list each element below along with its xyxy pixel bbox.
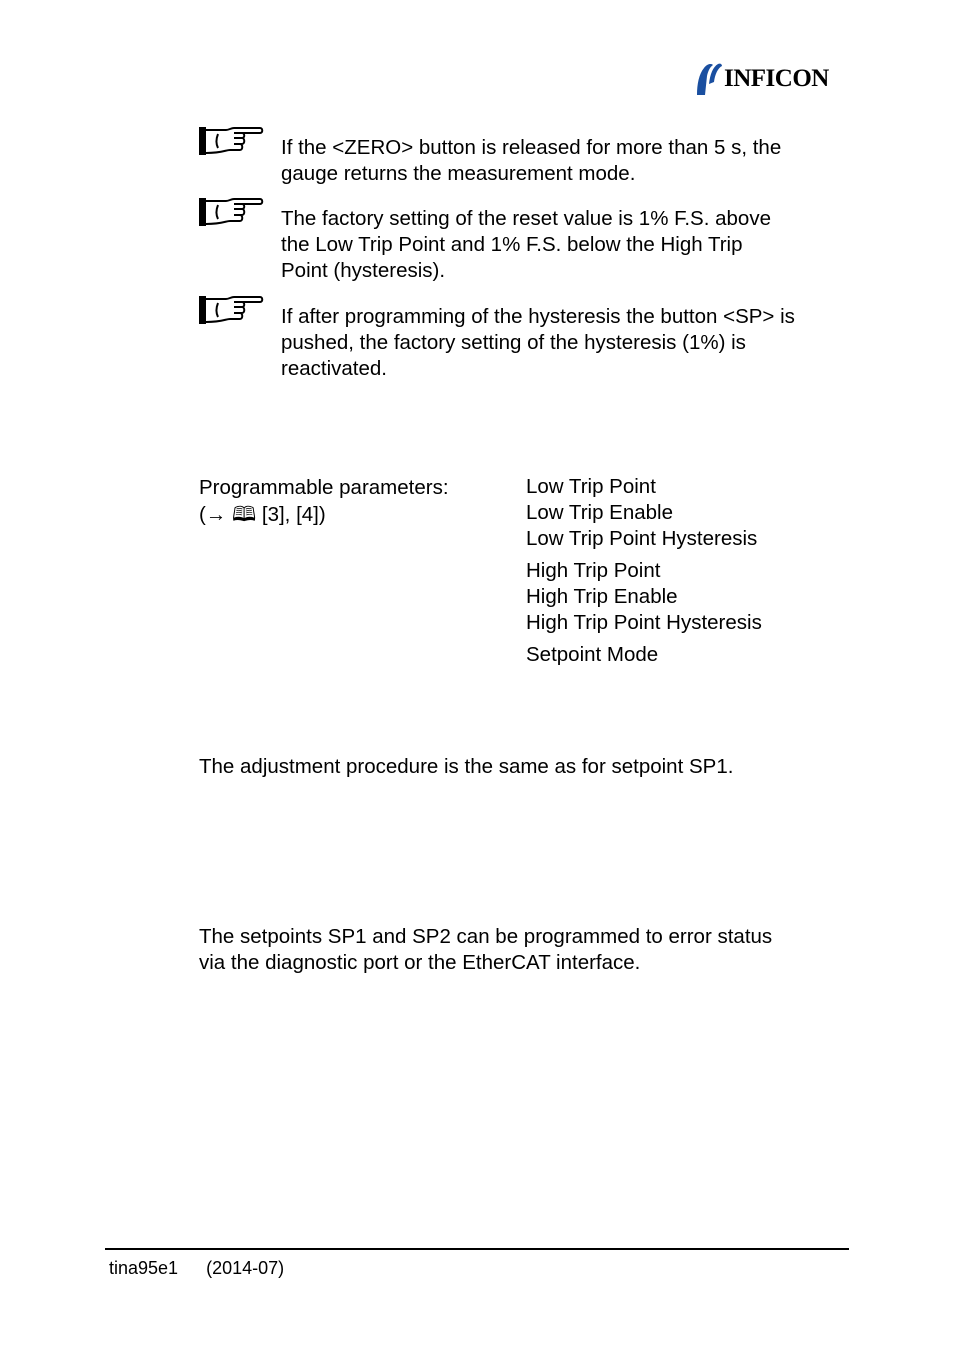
note-zero-button bbox=[281, 135, 851, 187]
note-reset-value bbox=[281, 206, 851, 284]
note-line: the Low Trip Point and 1% F.S. below the High Trip bbox=[281, 233, 743, 256]
list-item: Low Trip Point bbox=[526, 475, 656, 498]
adjustment-paragraph bbox=[199, 754, 733, 780]
note-line: gauge returns the measurement mode. bbox=[281, 162, 636, 185]
footer bbox=[109, 1257, 284, 1279]
footer-doc-id: tina95e1 bbox=[109, 1258, 179, 1278]
footer-divider bbox=[105, 1248, 849, 1250]
list-item: Low Trip Enable bbox=[526, 501, 674, 524]
list-item: High Trip Point bbox=[526, 559, 661, 582]
list-item: Setpoint Mode bbox=[526, 643, 659, 666]
note-line: The factory setting of the reset value is 1% F.S. above bbox=[281, 207, 771, 230]
footer-date: (2014-07) bbox=[206, 1258, 285, 1278]
paragraph-line: via the diagnostic port or the EtherCAT interface. bbox=[199, 951, 641, 974]
note-hysteresis-reset bbox=[281, 304, 851, 382]
parameters-heading: Programmable parameters: bbox=[199, 476, 449, 499]
note-line: Point (hysteresis). bbox=[281, 259, 446, 282]
note-line: pushed, the factory setting of the hysteresis (1%) is bbox=[281, 331, 746, 354]
pointing-hand-icon bbox=[198, 126, 266, 158]
setpoint-mode-group bbox=[526, 642, 762, 668]
parameters-label bbox=[199, 474, 449, 528]
note-line: If the <ZERO> button is released for more than 5 s, the bbox=[281, 136, 782, 159]
list-item: Low Trip Point Hysteresis bbox=[526, 527, 758, 550]
high-trip-group bbox=[526, 558, 762, 636]
pointing-hand-icon bbox=[198, 197, 266, 229]
inficon-logo-mark-icon bbox=[694, 62, 724, 96]
inficon-logo bbox=[694, 62, 846, 96]
note-line: reactivated. bbox=[281, 357, 387, 380]
pointing-hand-icon bbox=[198, 295, 266, 327]
list-item: High Trip Point Hysteresis bbox=[526, 611, 762, 634]
parameters-list bbox=[526, 474, 762, 674]
error-status-paragraph bbox=[199, 924, 772, 976]
paragraph-line: The adjustment procedure is the same as for setpoint SP1. bbox=[199, 755, 734, 778]
list-item: High Trip Enable bbox=[526, 585, 678, 608]
brand-name: INFICON bbox=[724, 65, 829, 92]
paragraph-line: The setpoints SP1 and SP2 can be programmed to error status bbox=[199, 925, 773, 948]
parameters-reference: (→ 🕮 [3], [4]) bbox=[199, 503, 326, 526]
low-trip-group bbox=[526, 474, 762, 552]
note-line: If after programming of the hysteresis the button <SP> is bbox=[281, 305, 795, 328]
